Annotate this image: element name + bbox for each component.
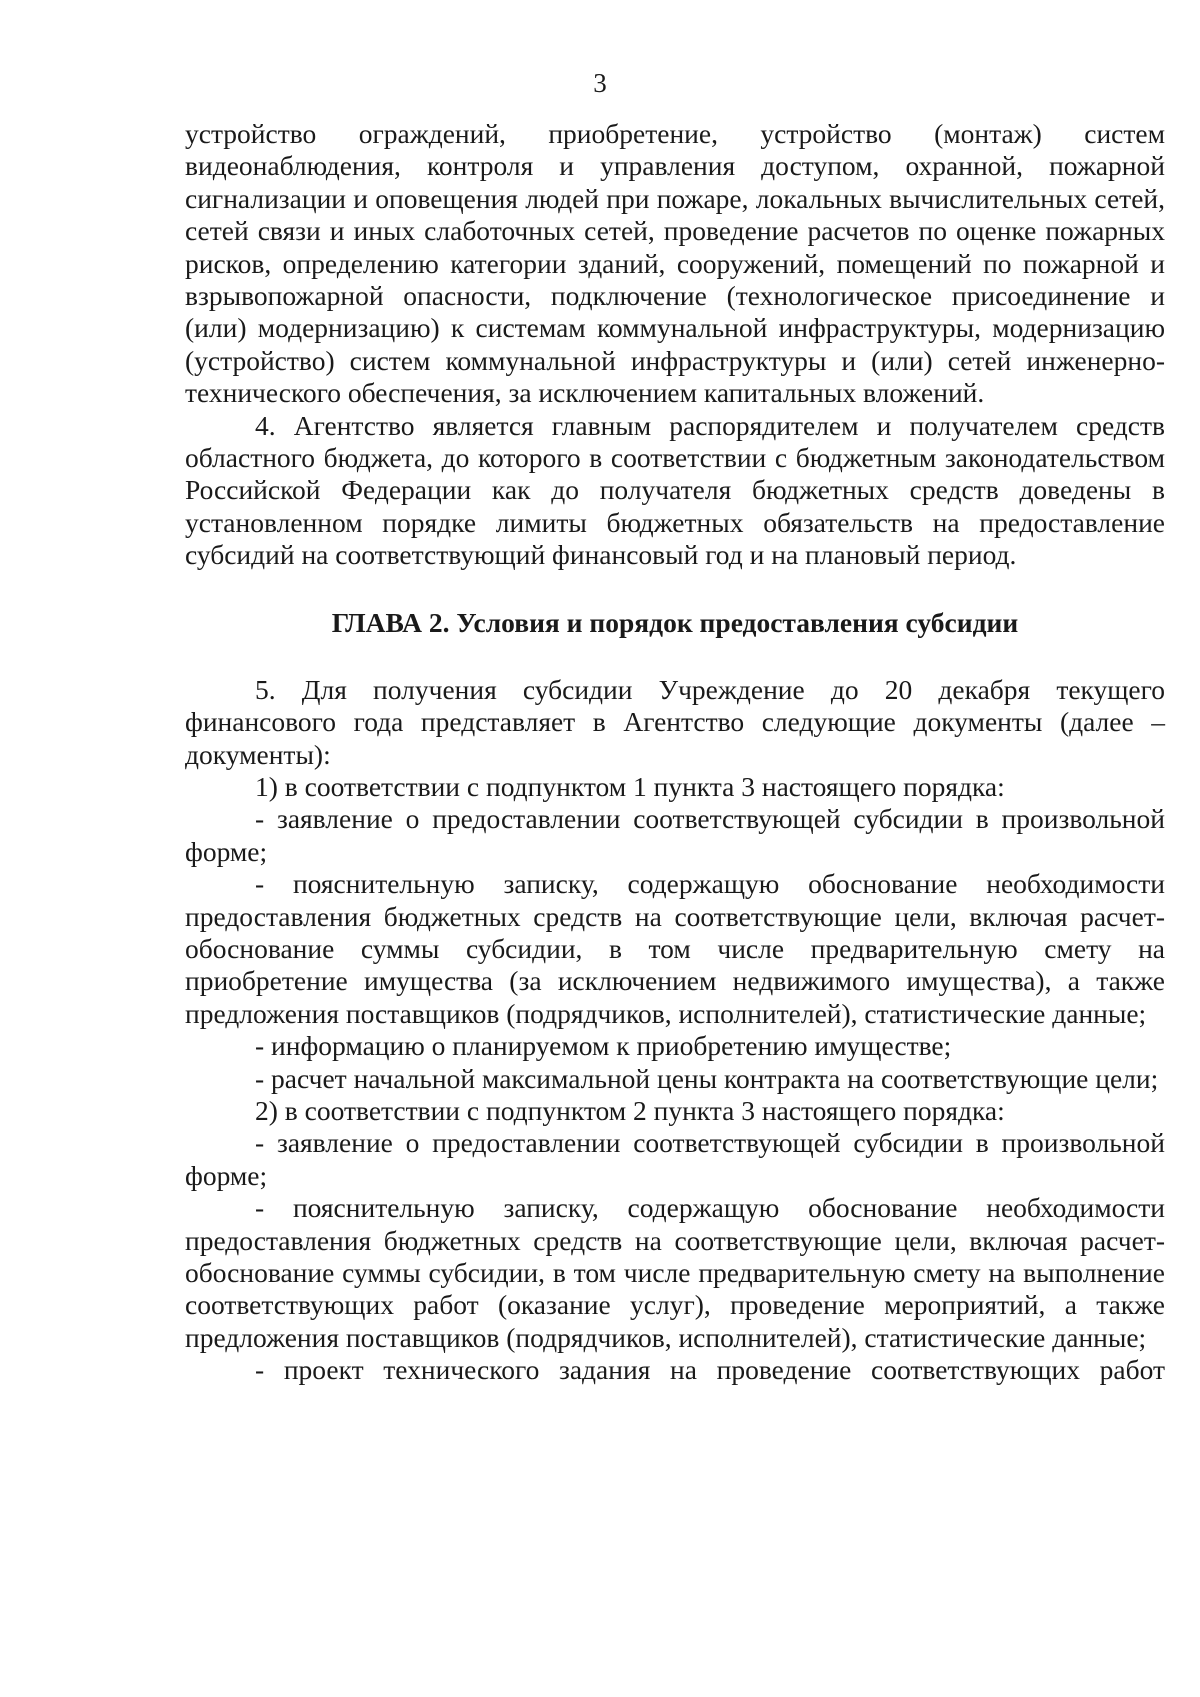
paragraph-item-4: 4. Агентство является главным распорядителем и получателем средств областного бюджета, до которого в соответствии с бюджетным законодательством Российской Федерации как до получателя бюджетных средств доведены в установленном порядке лимиты бюджетных обязательств на предоставление субсидий на соответствующий финансовый год и на плановый период. — [185, 409, 1165, 571]
list-item: - расчет начальной максимальной цены контракта на соответствующие цели; — [255, 1062, 1159, 1094]
list-item: - заявление о предоставлении соответствующей субсидии в произвольной форме; — [185, 1127, 1165, 1191]
chapter-heading: ГЛАВА 2. Условия и порядок предоставления субсидии — [331, 606, 1019, 638]
subitem-2-heading: 2) в соответствии с подпунктом 2 пункта 3 настоящего порядка: — [255, 1094, 1005, 1126]
paragraph-item-5: 5. Для получения субсидии Учреждение до 20 декабря текущего финансового года представляет в Агентство следующие документы (далее – документы): — [185, 673, 1165, 770]
list-item: - пояснительную записку, содержащую обоснование необходимости предоставления бюджетных средств на соответствующие цели, включая расчет-обоснование суммы субсидии, в том числе предварительную смету на приобретение имущества (за исключением недвижимого имущества), а также предложения поставщиков (подрядчиков, исполнителей), статистические данные; — [185, 868, 1165, 1029]
document-body — [185, 118, 1165, 1387]
list-item: - проект технического задания на проведение соответствующих работ — [255, 1354, 1165, 1386]
list-item: - пояснительную записку, содержащую обоснование необходимости предоставления бюджетных средств на соответствующие цели, включая расчет-обоснование суммы субсидии, в том числе предварительную смету на выполнение соответствующих работ (оказание услуг), проведение мероприятий, а также предложения поставщиков (подрядчиков, исполнителей), статистические данные; — [185, 1192, 1165, 1353]
list-item: - заявление о предоставлении соответствующей субсидии в произвольной форме; — [185, 803, 1165, 867]
subitem-1-heading: 1) в соответствии с подпунктом 1 пункта 3 настоящего порядка: — [255, 770, 1005, 802]
list-item: - информацию о планируемом к приобретению имуществе; — [255, 1030, 952, 1062]
page-number: 3 — [593, 68, 607, 98]
paragraph-continuation: устройство ограждений, приобретение, устройство (монтаж) систем видеонаблюдения, контроля и управления доступом, охранной, пожарной сигнализации и оповещения людей при пожаре, локальных вычислительных сетей, сетей связи и иных слаботочных сетей, проведение расчетов по оценке пожарных рисков, определению категории зданий, сооружений, помещений по пожарной и взрывопожарной опасности, подключение (технологическое присоединение и (или) модернизацию) к системам коммунальной инфраструктуры, модернизацию (устройство) систем коммунальной инфраструктуры и (или) сетей инженерно-технического обеспечения, за исключением капитальных вложений. — [185, 118, 1165, 409]
